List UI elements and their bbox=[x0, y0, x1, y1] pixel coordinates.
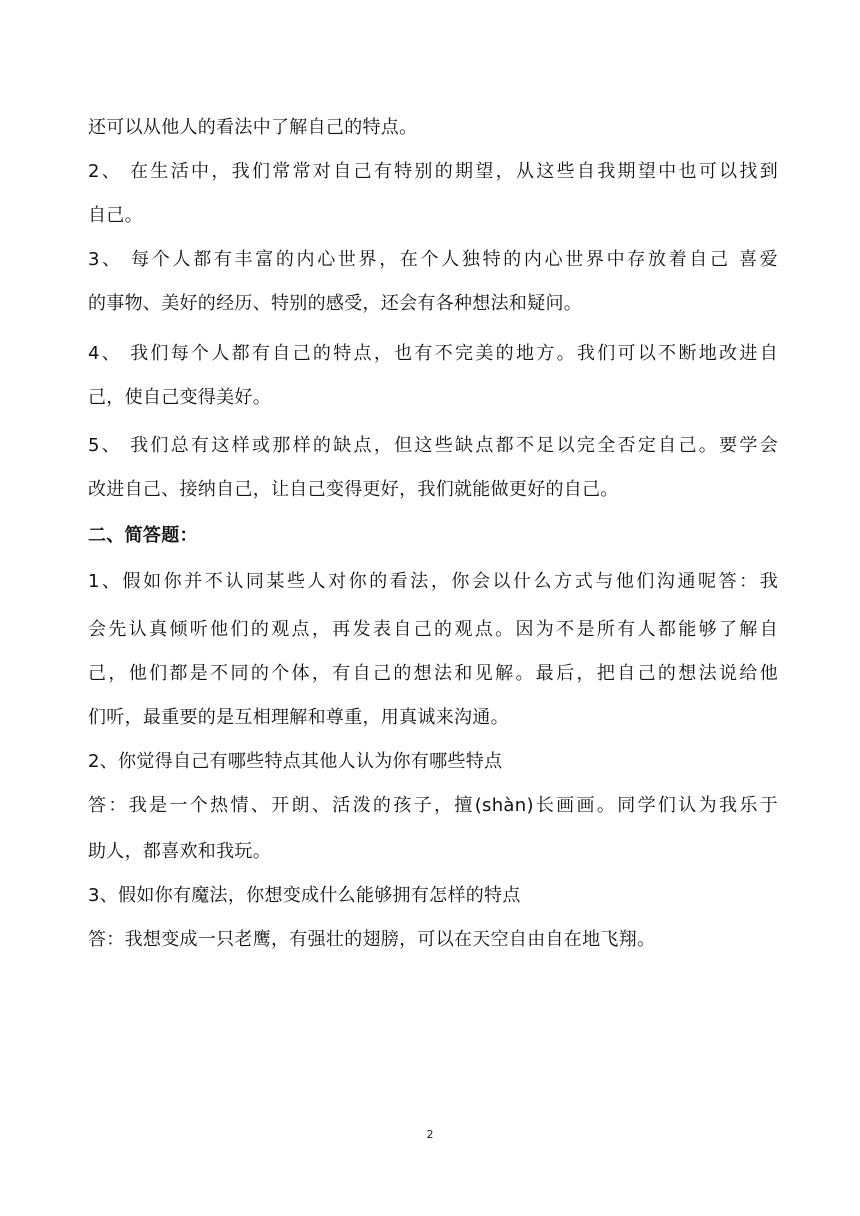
question-1-line-3: 己，他们都是不同的个体，有自己的想法和见解。最后，把自己的想法说给他 bbox=[88, 663, 778, 684]
list-item-5-line-1: 5、 我们总有这样或那样的缺点，但这些缺点都不足以完全否定自己。要学会 bbox=[88, 435, 778, 456]
question-3: 3、假如你有魔法，你想变成什么能够拥有怎样的特点 bbox=[88, 885, 521, 906]
list-item-2-line-1: 2、 在生活中，我们常常对自己有特别的期望，从这些自我期望中也可以找到 bbox=[88, 161, 778, 182]
question-1-line-1: 1、假如你并不认同某些人对你的看法，你会以什么方式与他们沟通呢答：我 bbox=[88, 571, 778, 592]
answer-3: 答：我想变成一只老鹰，有强壮的翅膀，可以在天空自由自在地飞翔。 bbox=[88, 929, 656, 950]
list-item-5-line-2: 改进自己、接纳自己，让自己变得更好，我们就能做更好的自己。 bbox=[88, 479, 619, 500]
page-number: 2 bbox=[426, 1128, 434, 1141]
question-1-line-4: 们听，最重要的是互相理解和尊重，用真诚来沟通。 bbox=[88, 707, 509, 728]
answer-2-line-2: 助人，都喜欢和我玩。 bbox=[88, 841, 271, 862]
question-1-line-2: 会先认真倾听他们的观点，再发表自己的观点。因为不是所有人都能够了解自 bbox=[88, 619, 778, 640]
list-item-2-line-2: 自己。 bbox=[88, 205, 143, 226]
list-item-3-line-1: 3、 每个人都有丰富的内心世界，在个人独特的内心世界中存放着自己 喜爱 bbox=[88, 249, 778, 270]
list-item-4-line-1: 4、 我们每个人都有自己的特点，也有不完美的地方。我们可以不断地改进自 bbox=[88, 343, 778, 364]
list-item-4-line-2: 己，使自己变得美好。 bbox=[88, 387, 271, 408]
question-2: 2、你觉得自己有哪些特点其他人认为你有哪些特点 bbox=[88, 751, 503, 772]
text-line: 还可以从他人的看法中了解自己的特点。 bbox=[88, 117, 418, 138]
section-heading: 二、简答题： bbox=[88, 525, 198, 546]
list-item-3-line-2: 的事物、美好的经历、特别的感受，还会有各种想法和疑问。 bbox=[88, 293, 583, 314]
answer-2-line-1: 答：我是一个热情、开朗、活泼的孩子，擅(shàn)长画画。同学们认为我乐于 bbox=[88, 795, 778, 816]
